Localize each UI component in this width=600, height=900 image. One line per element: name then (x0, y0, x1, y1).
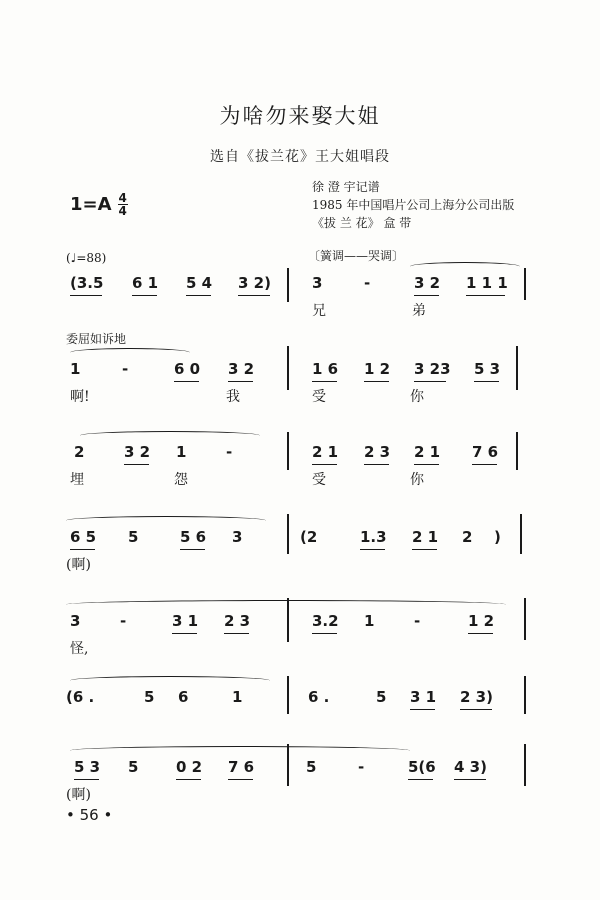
note-group: 6 0 (174, 360, 201, 378)
slur (80, 431, 260, 440)
note-group: (6 . (66, 688, 95, 706)
note-group: 0 2 (176, 758, 203, 776)
note-group: - (120, 612, 127, 630)
song-subtitle: 选自《拔兰花》王大姐唱段 (210, 149, 390, 165)
beam-line (468, 633, 493, 634)
slur (66, 600, 506, 609)
barline-end (524, 268, 526, 300)
beam-line (360, 549, 385, 550)
beam-line (70, 295, 102, 296)
barline-end (520, 514, 522, 554)
note-group: 6 5 (70, 528, 97, 546)
song-title: 为啥勿来娶大姐 (219, 104, 381, 128)
note-group: 3 (232, 528, 243, 546)
beam-line (312, 464, 337, 465)
beam-line (180, 549, 205, 550)
lyric: (啊) (66, 787, 91, 803)
slur (70, 348, 190, 357)
beam-line (176, 779, 201, 780)
beam-line (74, 779, 99, 780)
lyric: 埋 (70, 472, 84, 488)
note-group: 7 6 (228, 758, 255, 776)
key-label: 1=A (70, 194, 112, 215)
note-group: 1 1 1 (466, 274, 508, 292)
note-group: 2 1 (412, 528, 439, 546)
note-group: 5 3 (74, 758, 101, 776)
note-group: 5 4 (186, 274, 213, 292)
beam-line (174, 381, 199, 382)
expression-marking: 委屈如诉地 (66, 332, 127, 346)
note-group: 5 (128, 528, 139, 546)
lyric: 弟 (412, 303, 426, 319)
note-group: 7 6 (472, 443, 499, 461)
key-signature (70, 192, 128, 217)
beam-line (408, 779, 433, 780)
lyric: 你 (410, 389, 424, 405)
beam-line (364, 464, 389, 465)
note-group: 2 (462, 528, 473, 546)
note-group: - (364, 274, 371, 292)
note-group: 5 (306, 758, 317, 776)
beam-line (364, 381, 389, 382)
barline (287, 676, 289, 714)
note-group: 3 (312, 274, 323, 292)
barline (287, 268, 289, 302)
barline-end (516, 346, 518, 390)
time-signature (118, 192, 128, 217)
barline-end (524, 598, 526, 640)
note-group: 1 (364, 612, 375, 630)
note-group: (3.5 (70, 274, 104, 292)
lyric: 受 (312, 472, 326, 488)
beam-line (460, 709, 492, 710)
credit-publisher: 1985 年中国唱片公司上海分公司出版 (312, 198, 515, 212)
beam-line (414, 464, 439, 465)
beam-line (228, 779, 253, 780)
credit-transcriber: 徐 澄 宇记谱 (312, 180, 380, 194)
lyric: 兄 (312, 303, 326, 319)
barline-end (516, 432, 518, 470)
note-group: 5(6 (408, 758, 436, 776)
note-group: 5 (376, 688, 387, 706)
beam-line (410, 709, 435, 710)
note-group: 5 6 (180, 528, 207, 546)
lyric: 你 (410, 472, 424, 488)
beam-line (454, 779, 486, 780)
note-group: ) (494, 528, 501, 546)
beam-line (132, 295, 157, 296)
note-group: 6 . (308, 688, 330, 706)
slur (70, 746, 410, 755)
note-group: 2 1 (312, 443, 339, 461)
lyric: 怪, (70, 641, 89, 657)
note-group: 1 2 (468, 612, 495, 630)
note-group: 2 1 (414, 443, 441, 461)
note-group: - (358, 758, 365, 776)
barline-end (524, 676, 526, 714)
note-group: 3 2 (124, 443, 151, 461)
beam-line (238, 295, 270, 296)
note-group: 4 3) (454, 758, 487, 776)
beam-line (414, 295, 439, 296)
slur (70, 676, 270, 685)
note-group: 3 1 (410, 688, 437, 706)
note-group: 2 3 (224, 612, 251, 630)
time-beats: 4 (118, 191, 127, 205)
beam-line (466, 295, 505, 296)
note-group: 3 1 (172, 612, 199, 630)
note-group: 3 23 (414, 360, 451, 378)
beam-line (228, 381, 253, 382)
lyric: 受 (312, 389, 326, 405)
lyric: 我 (226, 389, 240, 405)
beam-line (412, 549, 437, 550)
mode-marking: 〔簧调——哭调〕 (308, 249, 405, 263)
note-group: 2 3) (460, 688, 493, 706)
note-group: 3 (70, 612, 81, 630)
beam-line (312, 633, 337, 634)
note-group: 5 (144, 688, 155, 706)
note-group: - (122, 360, 129, 378)
note-group: 1 (232, 688, 243, 706)
beam-line (172, 633, 197, 634)
note-group: 6 (178, 688, 189, 706)
note-group: 5 3 (474, 360, 501, 378)
note-group: - (414, 612, 421, 630)
beam-line (474, 381, 499, 382)
page-number: • 56 • (66, 806, 113, 824)
note-group: 2 (74, 443, 85, 461)
slur (66, 516, 266, 525)
note-group: 3.2 (312, 612, 339, 630)
note-group: 1 6 (312, 360, 339, 378)
lyric: (啊) (66, 557, 91, 573)
beam-line (414, 381, 446, 382)
beam-line (472, 464, 497, 465)
note-group: 1.3 (360, 528, 387, 546)
note-group: (2 (300, 528, 318, 546)
note-group: 3 2 (414, 274, 441, 292)
note-group: 3 2) (238, 274, 271, 292)
barline (287, 432, 289, 470)
note-group: - (226, 443, 233, 461)
slur (410, 262, 520, 271)
beam-line (312, 381, 337, 382)
beam-line (70, 549, 95, 550)
note-group: 3 2 (228, 360, 255, 378)
time-unit: 4 (118, 204, 127, 218)
note-group: 1 (70, 360, 81, 378)
beam-line (124, 464, 149, 465)
barline (287, 514, 289, 554)
lyric: 啊! (70, 389, 90, 405)
credit-source: 《拔 兰 花》 盒 带 (312, 216, 412, 230)
barline-end (524, 744, 526, 786)
barline (287, 346, 289, 390)
beam-line (186, 295, 211, 296)
note-group: 2 3 (364, 443, 391, 461)
note-group: 6 1 (132, 274, 159, 292)
beam-line (224, 633, 249, 634)
note-group: 5 (128, 758, 139, 776)
tempo-marking: (♩=88) (66, 251, 107, 265)
note-group: 1 2 (364, 360, 391, 378)
lyric: 怨 (174, 472, 188, 488)
note-group: 1 (176, 443, 187, 461)
